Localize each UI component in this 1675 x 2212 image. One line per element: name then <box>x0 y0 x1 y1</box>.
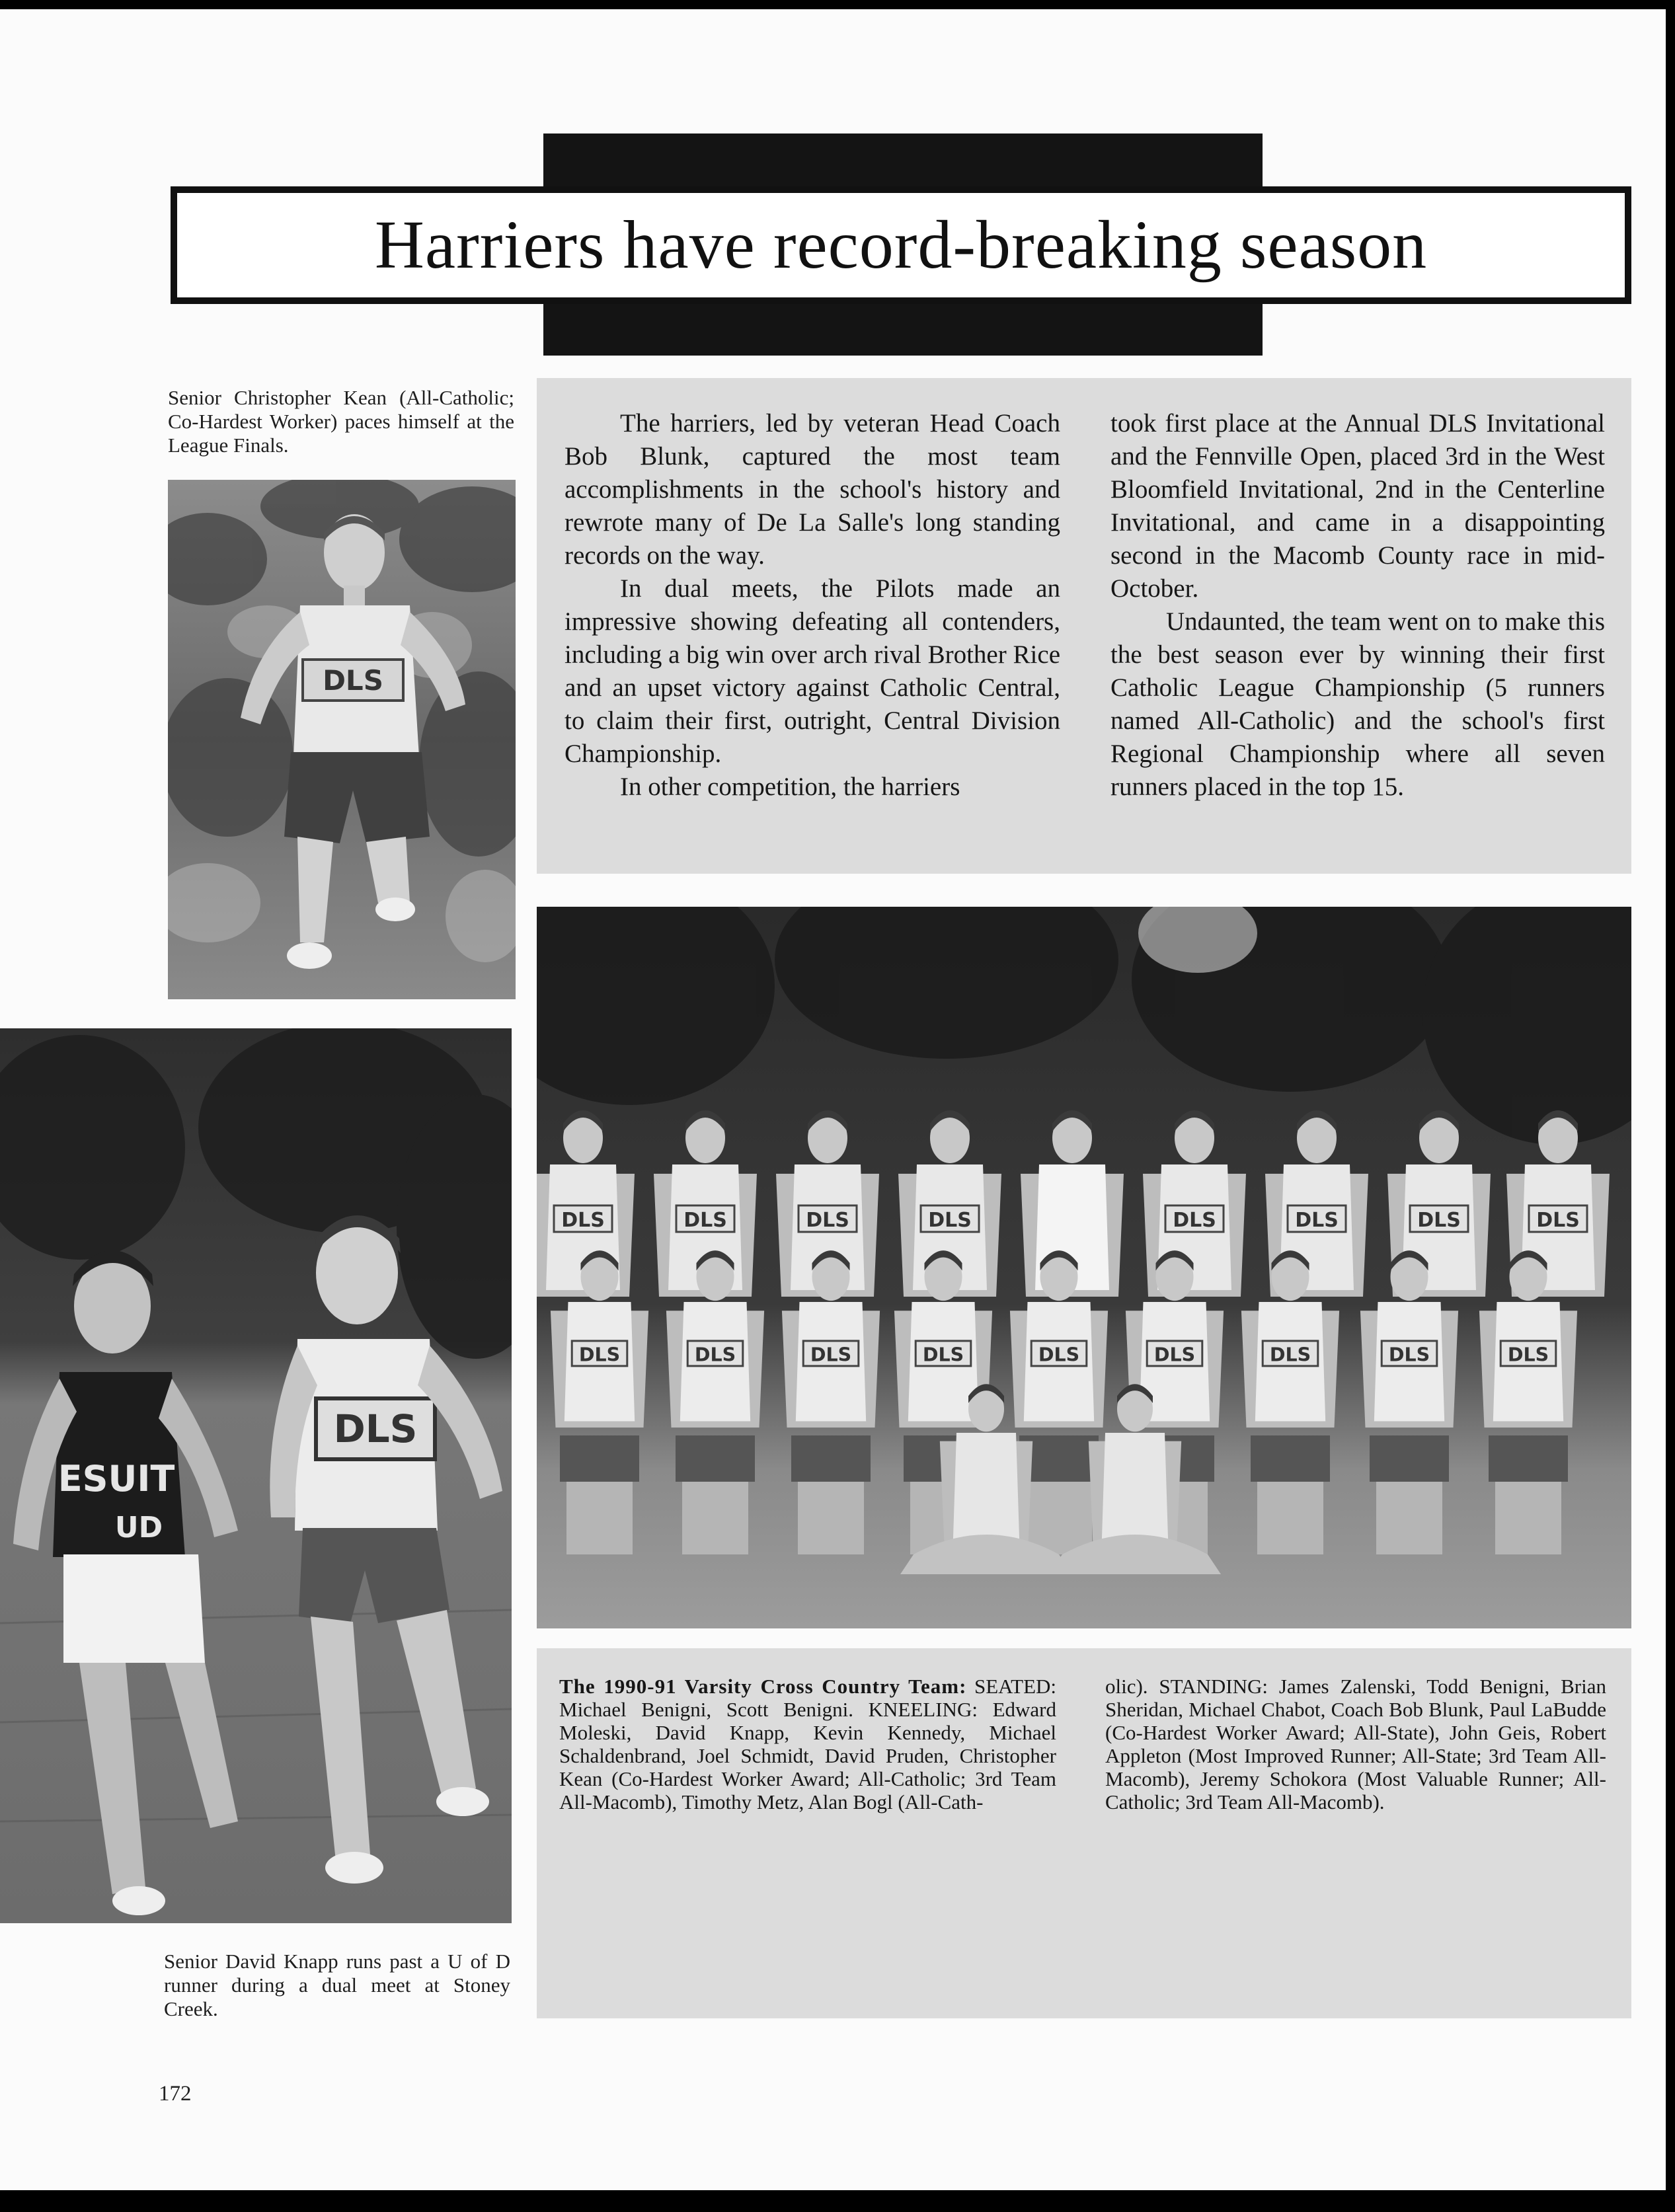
photo-kean-art <box>168 480 516 999</box>
photo-team <box>537 907 1631 1628</box>
svg-text:ESUIT: ESUIT <box>58 1458 175 1500</box>
photo-kean-running <box>168 480 516 999</box>
svg-text:DLS: DLS <box>1153 1344 1196 1366</box>
title-band-top <box>543 133 1263 188</box>
team-caption-column-1 <box>559 1675 1056 1813</box>
page-title: Harriers have record-breaking season <box>374 207 1428 283</box>
photo-caption-kean: Senior Christopher Kean (All-Catholic; Co-Hardest Worker) paces himself at the League Finals. <box>168 386 514 457</box>
svg-text:DLS: DLS <box>928 1209 972 1232</box>
article-column-2 <box>1110 407 1605 804</box>
team-member-legs <box>566 1482 633 1554</box>
svg-text:DLS: DLS <box>561 1209 605 1232</box>
svg-text:DLS: DLS <box>1295 1209 1339 1232</box>
article-paragraph: Undaunted, the team went on to make this the best season ever by winning their first Catholic League Championship (5 runners named All-Catholic) and the school's first Regional Championship where all seven runners placed in the top 15. <box>1110 607 1605 801</box>
svg-text:DLS: DLS <box>1536 1209 1580 1232</box>
team-photo-art <box>537 907 1631 1628</box>
team-member-legs <box>1257 1482 1323 1554</box>
page-number: 172 <box>159 2082 192 2106</box>
article-column-1 <box>565 407 1060 804</box>
article-paragraph: In other competition, the harriers <box>620 773 960 801</box>
team-caption-lead: The 1990-91 Varsity Cross Country Team: <box>559 1675 967 1698</box>
team-member-shorts <box>1489 1435 1568 1482</box>
title-frame <box>171 186 1631 304</box>
article-paragraph: In dual meets, the Pilots made an impressive showing defeating all contenders, including a big win over arch rival Brother Rice and an upset victory against Catholic Central, to claim their first, outright, Central Division Championship. <box>565 574 1060 768</box>
team-member-shorts <box>1251 1435 1330 1482</box>
team-member-shorts <box>1370 1435 1449 1482</box>
team-member-legs <box>1495 1482 1561 1554</box>
photo-knapp-dual-meet <box>0 1028 512 1923</box>
team-member-shorts <box>560 1435 639 1482</box>
svg-text:UD: UD <box>114 1511 163 1545</box>
team-member-legs <box>798 1482 864 1554</box>
team-caption-roster: SEATED: Michael Benigni, Scott Benigni. KNEELING: Edward Moleski, David Knapp, Kevin Kennedy, Michael Schaldenbrand, Joel Schmidt, David Pruden, Christopher Kean (Co-Hardest Worker Award; All-Catholic; 3rd Team All-Macomb), Timothy Metz, Alan Bogl (All-Cath- <box>559 1675 1056 1813</box>
svg-text:DLS: DLS <box>578 1344 621 1366</box>
svg-text:DLS: DLS <box>810 1344 852 1366</box>
svg-text:DLS: DLS <box>323 664 383 697</box>
team-member-shorts <box>676 1435 755 1482</box>
team-member-legs <box>1026 1482 1092 1554</box>
team-member-shorts <box>791 1435 871 1482</box>
article-paragraph: took first place at the Annual DLS Invitational and the Fennville Open, placed 3rd in the West Bloomfield Invitational, 2nd in the Centerline Invitational, and came in a disappointing second in the Macomb County race in mid-October. <box>1110 409 1605 603</box>
svg-text:DLS: DLS <box>1269 1344 1311 1366</box>
photo-caption-knapp: Senior David Knapp runs past a U of D runner during a dual meet at Stoney Creek. <box>164 1950 510 2020</box>
svg-text:DLS: DLS <box>333 1406 418 1451</box>
svg-text:DLS: DLS <box>683 1209 727 1232</box>
team-caption-roster-continued: olic). STANDING: James Zalenski, Todd Benigni, Brian Sheridan, Michael Chabot, Coach Bob Blunk, Paul LaBudde (Co-Hardest Worker Award; All-State), John Geis, Robert Appleton (Most Improved Runner; All-State; 3rd Team All-Macomb), Jeremy Schokora (Most Valuable Runner; All-Catholic; 3rd Team All-Macomb). <box>1105 1675 1606 1813</box>
svg-text:DLS: DLS <box>694 1344 736 1366</box>
svg-text:DLS: DLS <box>1173 1209 1216 1232</box>
svg-text:DLS: DLS <box>1388 1344 1430 1366</box>
article-paragraph: The harriers, led by veteran Head Coach Bob Blunk, captured the most team accomplishments in the school's history and rewrote many of De La Salle's long standing records on the way. <box>565 409 1060 570</box>
svg-text:DLS: DLS <box>922 1344 964 1366</box>
team-caption-column-2 <box>1105 1675 1606 1813</box>
team-member-legs <box>1376 1482 1442 1554</box>
photo-knapp-art <box>0 1028 512 1923</box>
svg-text:DLS: DLS <box>1038 1344 1080 1366</box>
title-band-bottom <box>543 303 1263 356</box>
svg-text:DLS: DLS <box>806 1209 849 1232</box>
svg-text:DLS: DLS <box>1507 1344 1549 1366</box>
team-member-legs <box>682 1482 748 1554</box>
svg-text:DLS: DLS <box>1417 1209 1461 1232</box>
